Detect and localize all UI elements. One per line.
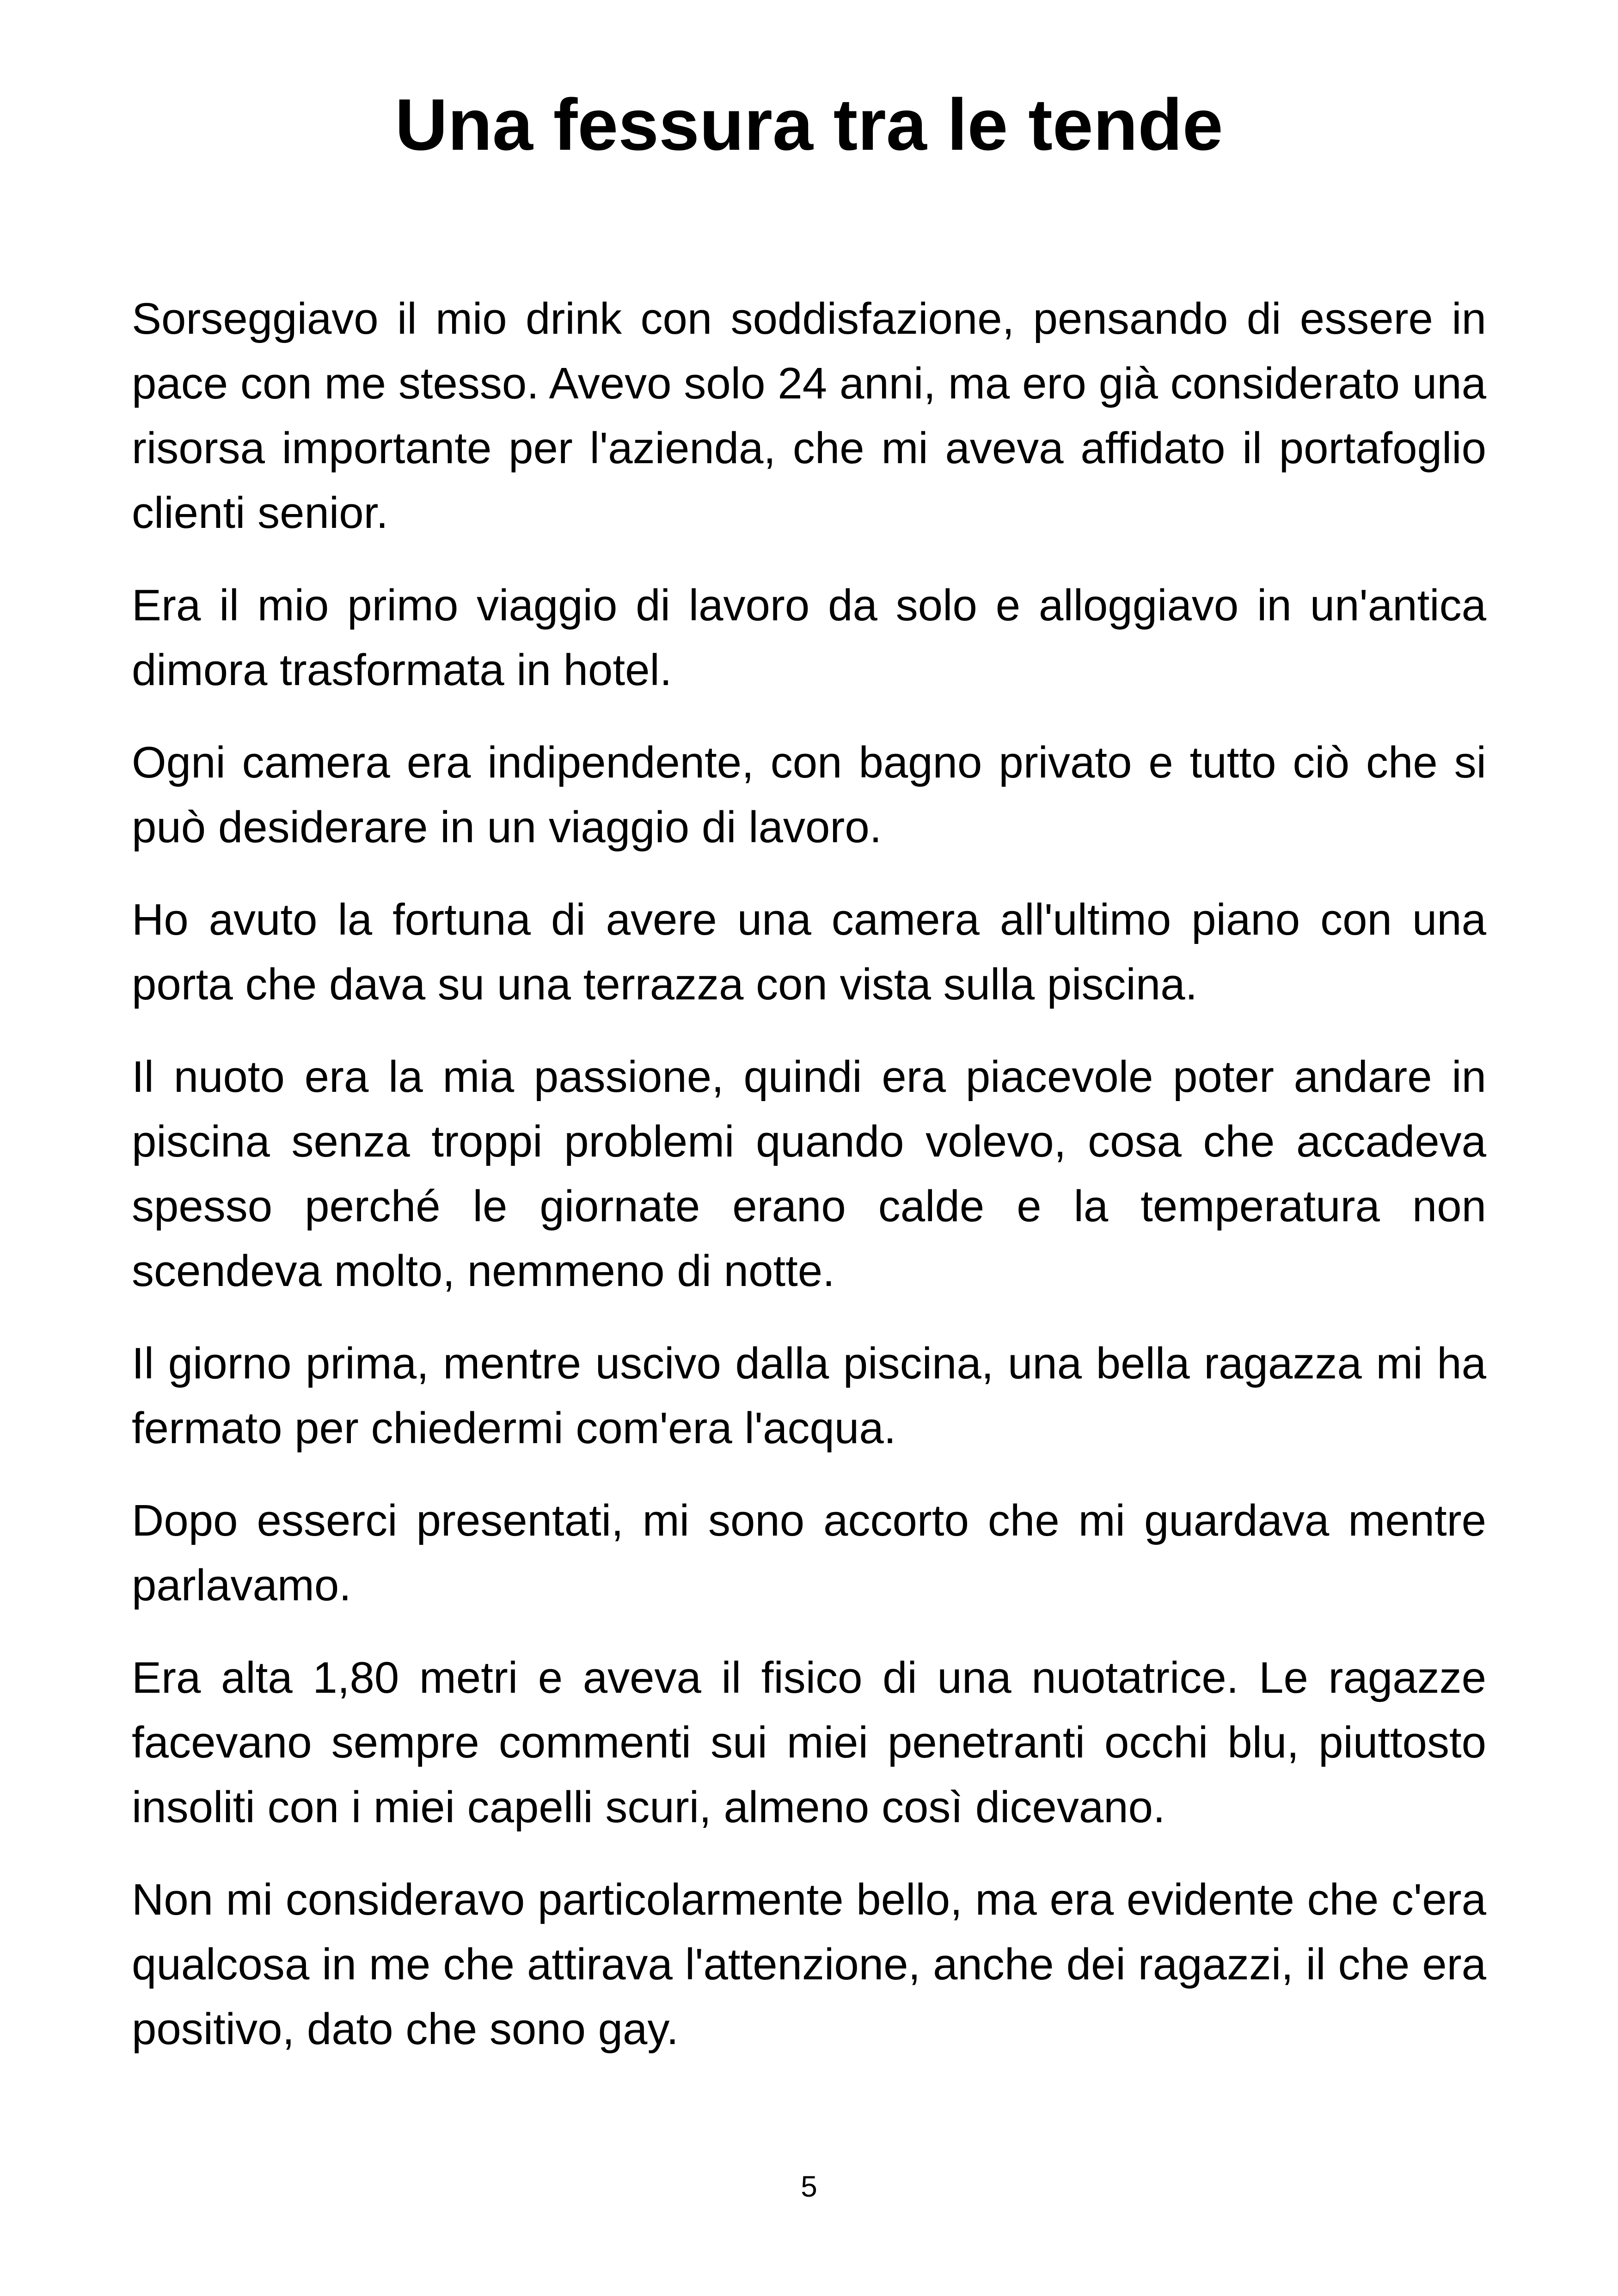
- paragraph: Ho avuto la fortuna di avere una camera all'ultimo piano con una porta che dava su una terrazza con vista sulla piscina.: [132, 895, 1486, 1009]
- paragraph: Non mi consideravo particolarmente bello, ma era evidente che c'era qualcosa in me che attirava l'attenzione, anche dei ragazzi, il che era positivo, dato che sono gay.: [132, 1875, 1486, 2054]
- paragraph: Ogni camera era indipendente, con bagno privato e tutto ciò che si può desiderare in un viaggio di lavoro.: [132, 738, 1486, 852]
- chapter-body: [132, 287, 1486, 2089]
- paragraph: Era alta 1,80 metri e aveva il fisico di una nuotatrice. Le ragazze facevano sempre commenti sui miei penetranti occhi blu, piuttosto insoliti con i miei capelli scuri, almeno così dicevano.: [132, 1653, 1486, 1832]
- paragraph: Sorseggiavo il mio drink con soddisfazione, pensando di essere in pace con me stesso. Avevo solo 24 anni, ma ero già considerato una risorsa importante per l'azienda, che mi aveva affidato il portafoglio clienti senior.: [132, 294, 1486, 538]
- chapter-title: Una fessura tra le tende: [395, 84, 1223, 165]
- paragraph: Il nuoto era la mia passione, quindi era piacevole poter andare in piscina senza troppi problemi quando volevo, cosa che accadeva spesso perché le giornate erano calde e la temperatura non scendeva molto, nemmeno di notte.: [132, 1052, 1486, 1296]
- page-number: 5: [801, 2170, 817, 2203]
- paragraph: Dopo esserci presentati, mi sono accorto che mi guardava mentre parlavamo.: [132, 1496, 1486, 1610]
- paragraph: Il giorno prima, mentre uscivo dalla piscina, una bella ragazza mi ha fermato per chiedermi com'era l'acqua.: [132, 1339, 1486, 1453]
- paragraph: Era il mio primo viaggio di lavoro da solo e alloggiavo in un'antica dimora trasformata in hotel.: [132, 581, 1486, 695]
